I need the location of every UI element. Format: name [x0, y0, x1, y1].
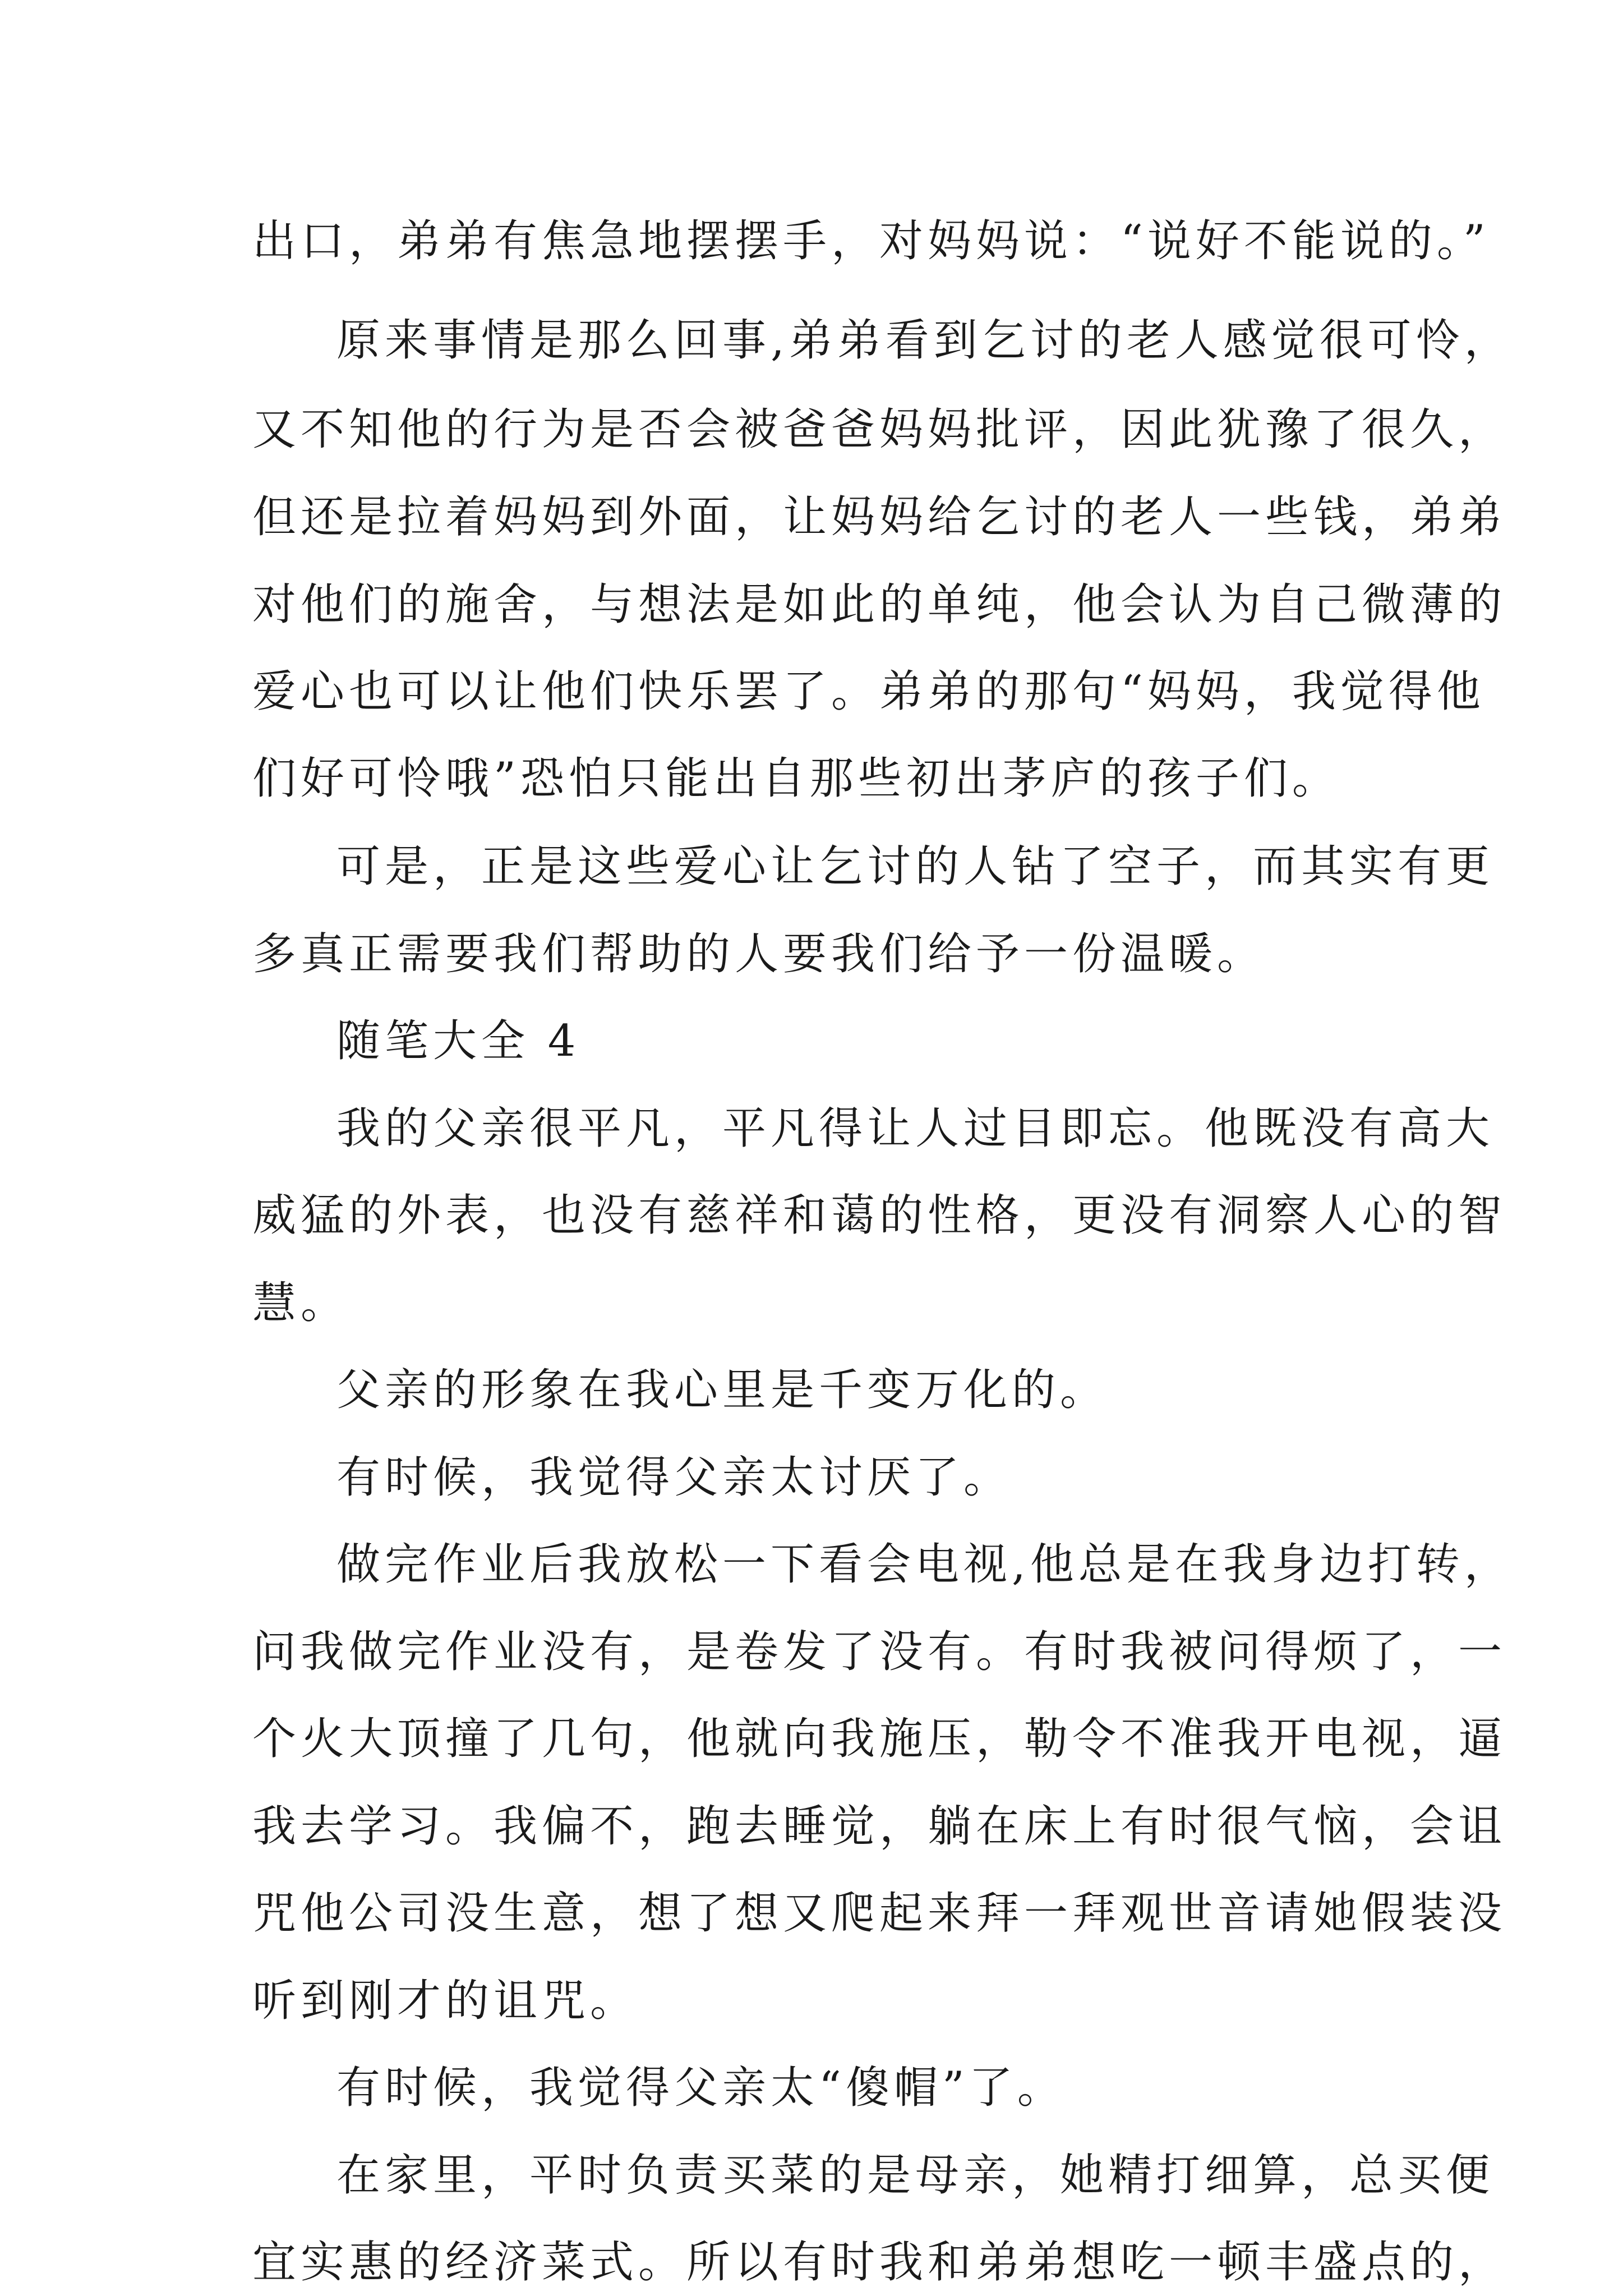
paragraph-start: 做完作业后我放松一下看会电视,他总是在我身边打转，	[336, 1539, 1513, 1590]
text-line: 我去学习。我偏不，跑去睡觉，躺在床上有时很气恼，会诅	[252, 1801, 1507, 1852]
section-heading: 随笔大全 4	[336, 1016, 580, 1066]
text-line: 威猛的外表，也没有慈祥和蔼的性格，更没有洞察人心的智	[252, 1190, 1507, 1241]
text-line: 慧。	[252, 1278, 349, 1328]
text-line: 问我做完作业没有，是卷发了没有。有时我被问得烦了，一	[252, 1627, 1507, 1677]
paragraph-start: 可是，正是这些爱心让乞讨的人钻了空子，而其实有更	[336, 841, 1495, 892]
text-line: 但还是拉着妈妈到外面，让妈妈给乞讨的老人一些钱，弟弟	[252, 492, 1507, 542]
text-line: 听到刚才的诅咒。	[252, 1976, 639, 2026]
text-line: 咒他公司没生意，想了想又爬起来拜一拜观世音请她假装没	[252, 1888, 1507, 1939]
paragraph-start: 原来事情是那么回事,弟弟看到乞讨的老人感觉很可怜，	[336, 315, 1513, 366]
text-line: 个火大顶撞了几句，他就向我施压，勒令不准我开电视，逼	[252, 1714, 1507, 1764]
paragraph-start: 父亲的形象在我心里是千变万化的。	[336, 1365, 1109, 1415]
text-line: 对他们的施舍，与想法是如此的单纯，他会认为自己微薄的	[252, 579, 1507, 630]
paragraph-start: 我的父亲很平凡，平凡得让人过目即忘。他既没有高大	[336, 1103, 1495, 1154]
paragraph-start: 有时候，我觉得父亲太“傻帽”了。	[336, 2063, 1066, 2113]
text-line: 们好可怜哦”恐怕只能出自那些初出茅庐的孩子们。	[252, 753, 1340, 804]
text-line: 又不知他的行为是否会被爸爸妈妈批评，因此犹豫了很久，	[252, 404, 1507, 455]
paragraph-start: 在家里，平时负责买菜的是母亲，她精打细算，总买便	[336, 2150, 1495, 2201]
text-line: 多真正需要我们帮助的人要我们给予一份温暖。	[252, 929, 1266, 979]
text-line: 出口，弟弟有焦急地摆摆手，对妈妈说：“说好不能说的。”	[252, 216, 1490, 266]
paragraph-start: 有时候，我觉得父亲太讨厌了。	[336, 1452, 1012, 1503]
text-line: 宜实惠的经济菜式。所以有时我和弟弟想吃一顿丰盛点的，	[252, 2237, 1507, 2288]
text-line: 爱心也可以让他们快乐罢了。弟弟的那句“妈妈，我觉得他	[252, 666, 1485, 717]
